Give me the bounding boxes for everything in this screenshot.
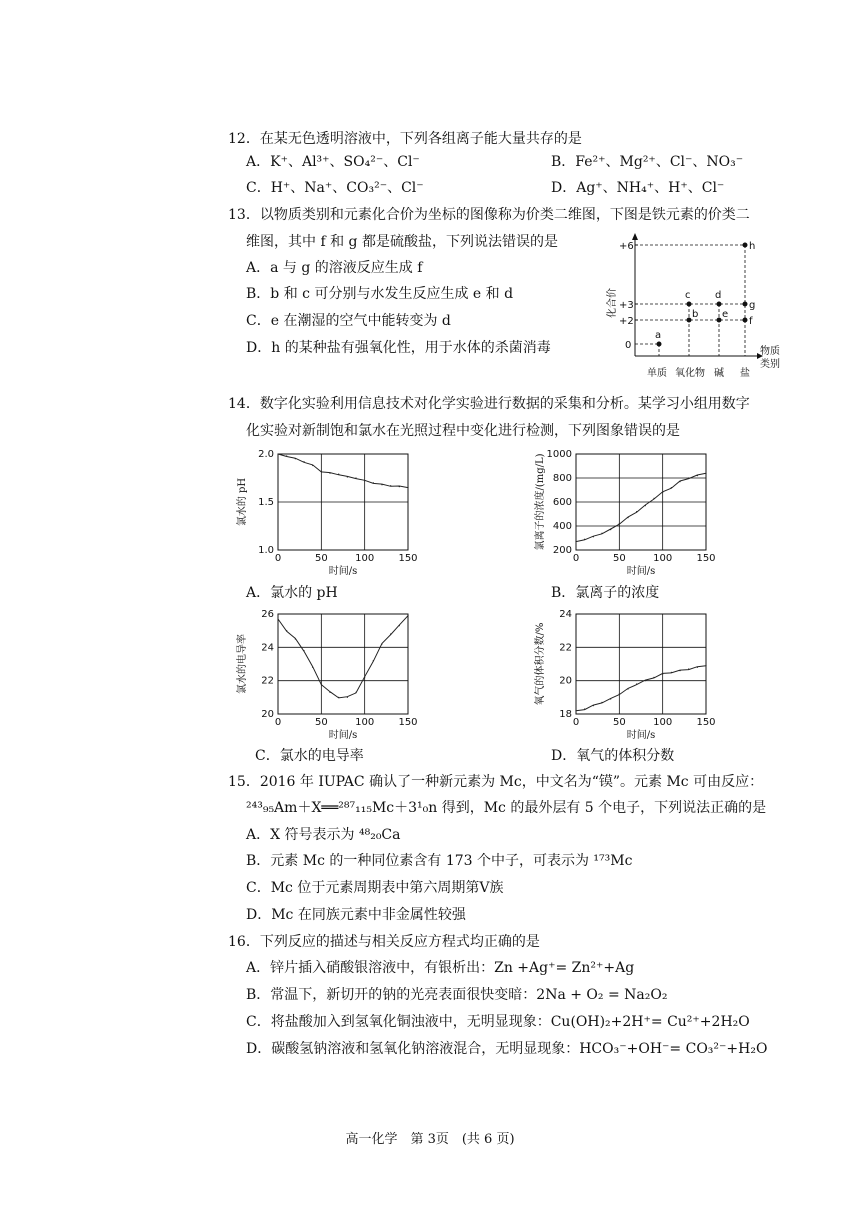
point-h [743,243,748,248]
chart-chloride-concentration [530,446,730,576]
data-point [338,697,339,698]
q13-option-d: D．h 的某种盐有强氧化性，用于水体的杀菌消毒 [246,340,551,356]
data-point [338,474,339,475]
q15-option-d: D．Mc 在同族元素中非金属性较强 [246,907,466,923]
series-line [278,616,408,698]
series-line [576,473,706,541]
q16-option-a: A．锌片插入硝酸银溶液中，有银析出：Zn +Ag⁺= Zn²⁺+Ag [246,960,635,976]
y-tick-label: 24 [559,609,572,620]
x-tick-label: 150 [398,717,418,728]
data-point [697,475,698,476]
data-point [295,458,296,459]
data-point [593,536,594,537]
data-point [277,453,278,454]
data-point [662,673,663,674]
data-point [329,692,330,693]
y-tick-3: +3 [619,300,634,311]
point-e [717,318,722,323]
data-point [688,668,689,669]
data-point [321,683,322,684]
q15-stem-line2: ²⁴³₉₅Am＋X══²⁸⁷₁₁₅Mc＋3¹₀n 得到，Mc 的最外层有 5 个电子，下列说法正确的是 [246,800,767,816]
data-point [399,625,400,626]
point-label-c: c [685,290,691,301]
point-label-e: e [722,309,729,320]
diagram-ylabel: 化合价 [607,288,618,318]
x-tick-label: 0 [572,717,580,728]
data-point [584,539,585,540]
q15-option-a: A．X 符号表示为 ⁴⁸₂₀Ca [246,827,401,843]
q14-caption-d: D．氧气的体积分数 [551,748,675,764]
x-cat-salt: 盐 [740,368,750,378]
q13-stem-line2: 维图，其中 f 和 g 都是硫酸盐，下列说法错误的是 [246,234,558,250]
data-point [381,643,382,644]
x-axis-label: 时间/s [626,566,656,576]
y-tick-label: 1.0 [258,545,274,556]
data-point [584,708,585,709]
data-point [381,484,382,485]
x-tick-label: 150 [398,553,418,564]
diagram-xlabel-1: 物质 [760,346,780,357]
point-g [743,302,748,307]
q14-stem-line1: 14．数字化实验利用信息技术对化学实验进行数据的采集和分析。某学习小组用数字 [228,396,750,412]
series-line [576,666,706,711]
y-tick-label: 1000 [546,449,572,460]
data-point [601,702,602,703]
data-point [355,692,356,693]
q16-stem: 16．下列反应的描述与相关反应方程式均正确的是 [228,934,540,950]
y-tick-label: 20 [261,709,274,720]
q12-stem: 12．在某无色透明溶液中，下列各组离子能大量共存的是 [228,131,582,147]
point-label-g: g [749,300,756,311]
y-tick-label: 20 [559,675,572,687]
data-point [575,541,576,542]
q12-option-b: B．Fe²⁺、Mg²⁺、Cl⁻、NO₃⁻ [551,154,744,170]
data-point [593,705,594,706]
point-label-h: h [749,241,756,252]
x-tick-label: 50 [612,717,626,728]
y-tick-label: 18 [559,709,572,720]
x-tick-label: 100 [653,553,673,564]
x-tick-label: 50 [314,717,328,728]
q16-option-b: B．常温下，新切开的钠的光亮表面很快变暗：2Na + O₂ = Na₂O₂ [246,987,668,1003]
data-point [688,477,689,478]
data-point [312,465,313,466]
q15-option-c: C．Mc 位于元素周期表中第六周期第Ⅴ族 [246,880,504,896]
y-axis-label: 氯水的电导率 [237,634,248,694]
data-point [610,698,611,699]
data-point [636,683,637,684]
data-point [329,473,330,474]
y-tick-2: +2 [619,316,634,327]
chart-oxygen-fraction [530,606,730,741]
q16-option-c: C．将盐酸加入到氢氧化铜浊液中，无明显现象：Cu(OH)₂+2H⁺= Cu²⁺+2H₂O [246,1014,750,1030]
plot-frame [576,614,706,714]
x-tick-label: 150 [696,717,716,728]
y-tick-label: 26 [261,609,274,620]
x-cat-oxide: 氧化物 [675,368,705,378]
x-tick-label: 0 [274,553,282,564]
q13-option-b: B．b 和 c 可分别与水发生反应生成 e 和 d [246,286,514,302]
data-point [653,677,654,678]
chart-conductivity [232,606,432,741]
data-point [355,477,356,478]
q13-stem-line1: 13．以物质类别和元素化合价为坐标的图像称为价类二维图，下图是铁元素的价类二 [228,207,750,223]
data-point [679,670,680,671]
data-point [662,492,663,493]
y-tick-label: 22 [559,642,572,654]
point-label-b: b [692,309,699,320]
q15-stem-line1: 15．2016 年 IUPAC 确认了一种新元素为 Mc，中文名为“镆”。元素 Mc 可由反应： [228,774,764,790]
data-point [390,485,391,486]
data-point [373,482,374,483]
series-line [278,454,408,488]
data-point [601,533,602,534]
data-point [619,523,620,524]
data-point [277,618,278,619]
y-tick-label: 800 [552,473,572,484]
data-point [303,650,304,651]
point-label-a: a [655,330,662,341]
data-point [671,672,672,673]
data-point [645,505,646,506]
data-point [653,498,654,499]
data-point [364,480,365,481]
data-point [407,487,408,488]
data-point [575,710,576,711]
data-point [347,476,348,477]
q14-stem-line2: 化实验对新制饱和氯水在光照过程中变化进行检测，下列图象错误的是 [246,423,680,439]
x-tick-label: 150 [696,553,716,564]
chart-ph [232,446,432,576]
y-tick-label: 24 [261,642,274,654]
y-axis-label: 氯水的 pH [237,477,248,527]
point-b [687,318,692,323]
data-point [373,660,374,661]
point-a [657,342,662,347]
data-point [364,677,365,678]
q12-option-d: D．Ag⁺、NH₄⁺、H⁺、Cl⁻ [551,180,725,196]
q13-option-c: C．e 在潮湿的空气中能转变为 d [246,313,451,329]
q12-option-a: A．K⁺、Al³⁺、SO₄²⁻、Cl⁻ [246,154,420,170]
x-tick-label: 100 [355,553,375,564]
x-cat-base: 碱 [714,368,724,378]
data-point [312,667,313,668]
data-point [303,461,304,462]
data-point [390,633,391,634]
y-tick-0: 0 [625,340,632,351]
data-point [697,667,698,668]
plot-frame [278,614,408,714]
data-point [671,487,672,488]
x-tick-label: 0 [274,717,282,728]
data-point [645,680,646,681]
x-tick-label: 50 [314,553,328,564]
point-c [687,302,692,307]
q12-option-c: C．H⁺、Na⁺、CO₃²⁻、Cl⁻ [246,180,424,196]
q16-option-d: D．碳酸氢钠溶液和氢氧化钠溶液混合，无明显现象：HCO₃⁻+OH⁻= CO₃²⁻+H₂O [246,1041,768,1057]
data-point [705,473,706,474]
data-point [286,455,287,456]
y-tick-6: +6 [619,241,634,252]
q13-option-a: A．a 与 g 的溶液反应生成 f [246,260,423,276]
x-axis-label: 时间/s [328,566,358,576]
y-tick-label: 22 [261,675,274,687]
data-point [399,486,400,487]
page-footer: 高一化学 第 3页 (共 6 页) [345,1132,515,1147]
q14-caption-c: C．氯水的电导率 [255,748,364,764]
data-point [627,517,628,518]
data-point [636,511,637,512]
point-label-d: d [715,290,722,301]
data-point [619,693,620,694]
point-d [717,302,722,307]
x-tick-label: 50 [612,553,626,564]
x-cat-element: 单质 [647,368,667,378]
y-tick-label: 400 [552,521,572,532]
point-f [743,318,748,323]
data-point [679,481,680,482]
y-tick-label: 1.5 [258,497,274,508]
q14-caption-b: B．氯离子的浓度 [551,585,660,601]
data-point [705,665,706,666]
q15-option-b: B．元素 Mc 的一种同位素含有 173 个中子，可表示为 ¹⁷³Mc [246,853,633,869]
x-tick-label: 100 [653,717,673,728]
x-tick-label: 0 [572,553,580,564]
data-point [347,697,348,698]
data-point [407,615,408,616]
data-point [286,630,287,631]
y-axis-label: 氯离子的浓度/(mg/L) [535,453,546,551]
point-label-f: f [749,316,753,327]
x-axis-label: 时间/s [328,730,358,741]
valence-class-diagram [585,228,790,378]
y-axis-label: 氧气的体积分数/% [535,622,546,706]
data-point [627,688,628,689]
data-point [610,529,611,530]
x-axis-label: 时间/s [626,730,656,741]
data-point [321,471,322,472]
q14-caption-a: A．氯水的 pH [246,585,338,601]
y-tick-label: 2.0 [258,449,274,460]
y-tick-label: 200 [552,545,572,556]
diagram-xlabel-2: 类别 [760,359,780,370]
x-tick-label: 100 [355,717,375,728]
data-point [295,638,296,639]
y-tick-label: 600 [552,497,572,508]
